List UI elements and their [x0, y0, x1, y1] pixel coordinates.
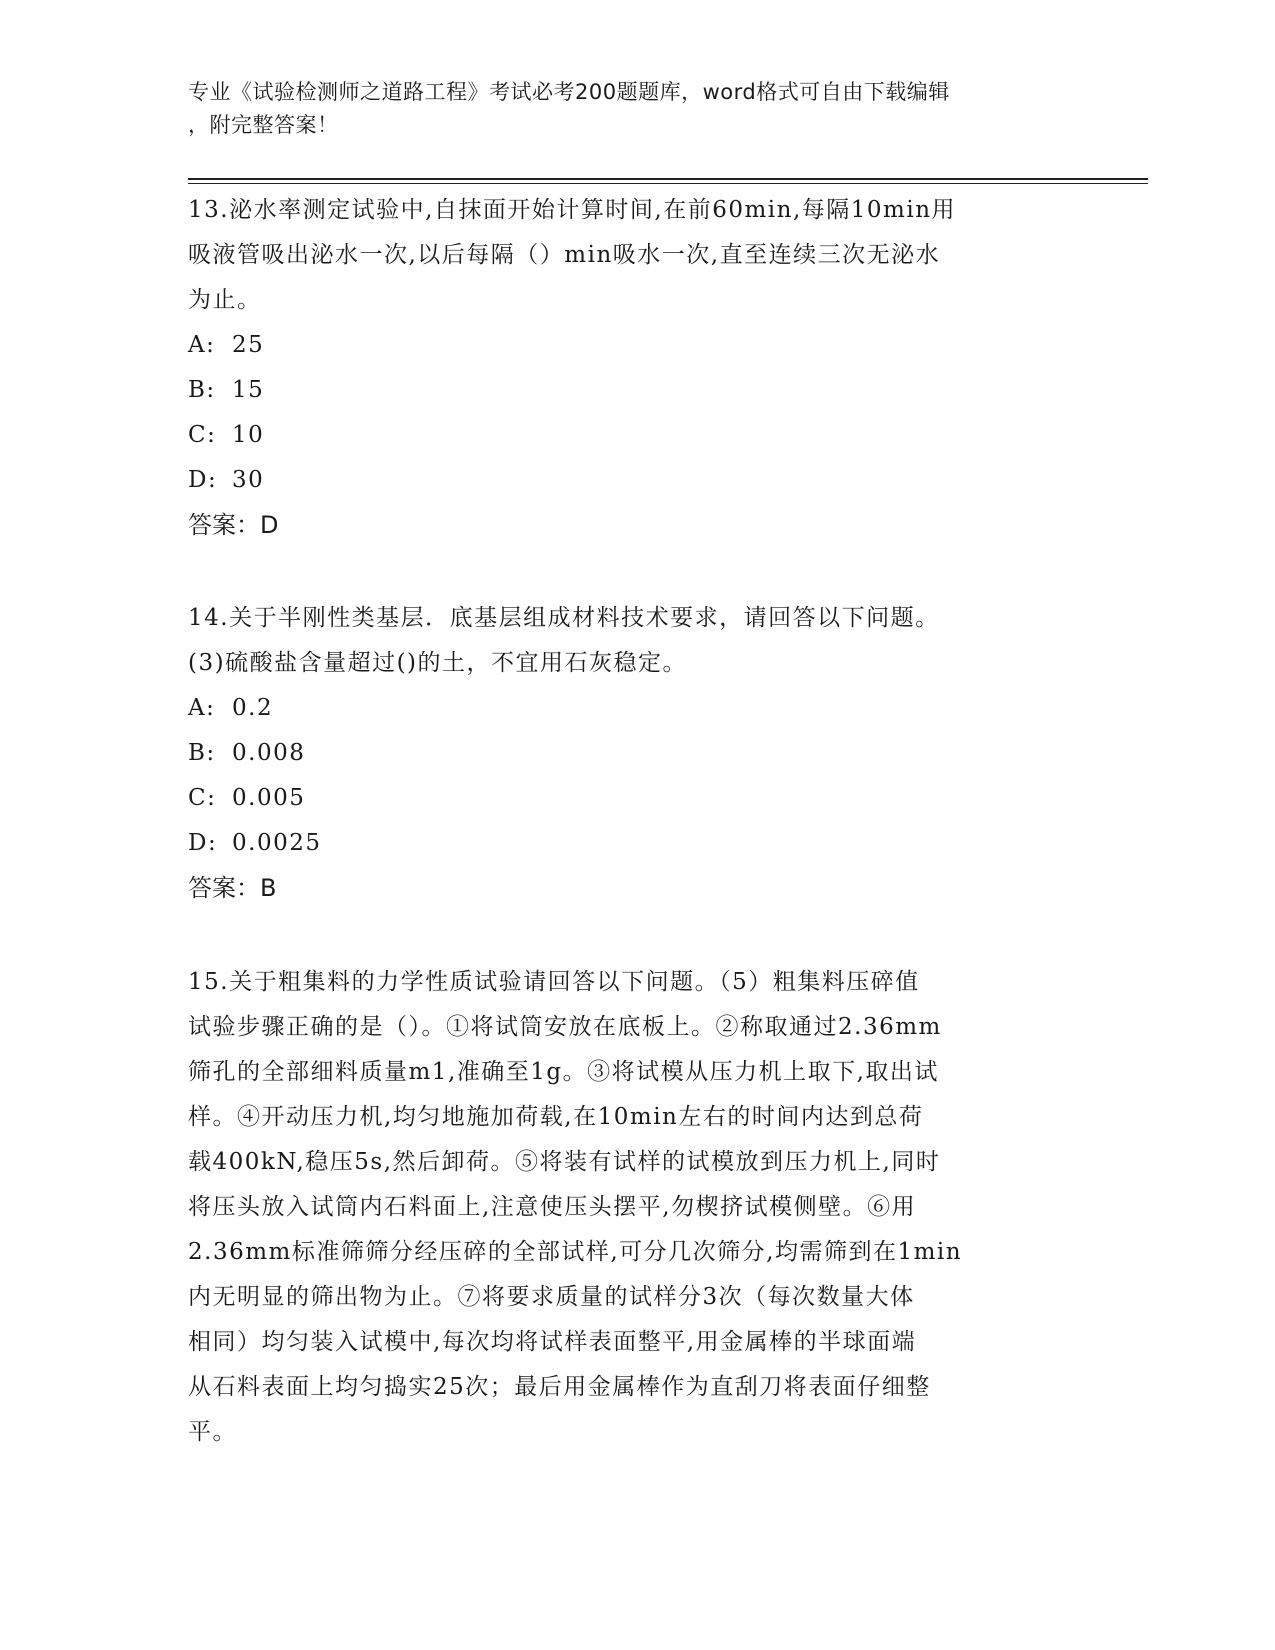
option-c — [188, 776, 1088, 821]
option-text: 10 — [232, 422, 265, 448]
question-text-line: 2.36mm标准筛筛分经压碎的全部试样,可分几次筛分,均需筛到在1min — [188, 1239, 963, 1265]
header-line-1: 专业《试验检测师之道路工程》考试必考200题题库，word格式可自由下载编辑 — [188, 80, 950, 104]
question-text-line: 筛孔的全部细料质量m1,准确至1g。③将试模从压力机上取下,取出试 — [188, 1059, 939, 1085]
header-line-2: ，附完整答案！ — [188, 113, 339, 137]
option-label: D: — [188, 467, 218, 493]
answer-line: 答案：D — [188, 511, 279, 539]
question-text-line: 平。 — [188, 1419, 237, 1445]
question-text-line: 样。④开动压力机,均匀地施加荷载,在10min左右的时间内达到总荷 — [188, 1104, 924, 1130]
option-text: 30 — [232, 467, 265, 493]
question-text-line: 试验步骤正确的是（）。①将试筒安放在底板上。②称取通过2.36mm — [188, 1014, 942, 1040]
question-text-line: 15.关于粗集料的力学性质试验请回答以下问题。（5）粗集料压碎值 — [188, 969, 920, 995]
option-b — [188, 731, 1088, 776]
option-text: 0.008 — [232, 740, 306, 766]
question-text-line: 从石料表面上均匀捣实25次；最后用金属棒作为直刮刀将表面仔细整 — [188, 1374, 931, 1400]
option-c — [188, 413, 1088, 458]
header-divider-thin — [188, 183, 1148, 184]
option-b — [188, 368, 1088, 413]
option-text: 0.2 — [232, 695, 274, 721]
question-text-line: 吸液管吸出泌水一次,以后每隔（）min吸水一次,直至连续三次无泌水 — [188, 242, 941, 268]
option-d — [188, 458, 1088, 503]
option-a — [188, 686, 1088, 731]
option-text: 0.0025 — [232, 830, 322, 856]
option-label: C: — [188, 785, 217, 811]
option-label: A: — [188, 332, 216, 358]
option-label: D: — [188, 830, 218, 856]
question-14 — [188, 596, 1088, 911]
option-label: B: — [188, 740, 216, 766]
answer-line: 答案：B — [188, 874, 277, 902]
question-text-line: 内无明显的筛出物为止。⑦将要求质量的试样分3次（每次数量大体 — [188, 1284, 915, 1310]
option-text: 0.005 — [232, 785, 306, 811]
option-label: B: — [188, 377, 216, 403]
question-text-line: 将压头放入试筒内石料面上,注意使压头摆平,勿楔挤试模侧壁。⑥用 — [188, 1194, 917, 1220]
question-13 — [188, 188, 1088, 548]
option-text: 25 — [232, 332, 265, 358]
document-header — [188, 76, 1088, 142]
question-text-line: 载400kN,稳压5s,然后卸荷。⑤将装有试样的试模放到压力机上,同时 — [188, 1149, 941, 1175]
option-label: C: — [188, 422, 217, 448]
question-text-line: 为止。 — [188, 287, 262, 313]
option-text: 15 — [232, 377, 265, 403]
option-d — [188, 821, 1088, 866]
question-text-line: 13.泌水率测定试验中,自抹面开始计算时间,在前60min,每隔10min用 — [188, 197, 957, 223]
question-text-line: 相同）均匀装入试模中,每次均将试样表面整平,用金属棒的半球面端 — [188, 1329, 917, 1355]
header-divider — [188, 178, 1148, 180]
option-a — [188, 323, 1088, 368]
question-text-line: 14.关于半刚性类基层．底基层组成材料技术要求，请回答以下问题。 — [188, 605, 940, 631]
option-label: A: — [188, 695, 216, 721]
question-15 — [188, 960, 1088, 1455]
question-text-line: (3)硫酸盐含量超过()的土，不宜用石灰稳定。 — [188, 650, 688, 676]
